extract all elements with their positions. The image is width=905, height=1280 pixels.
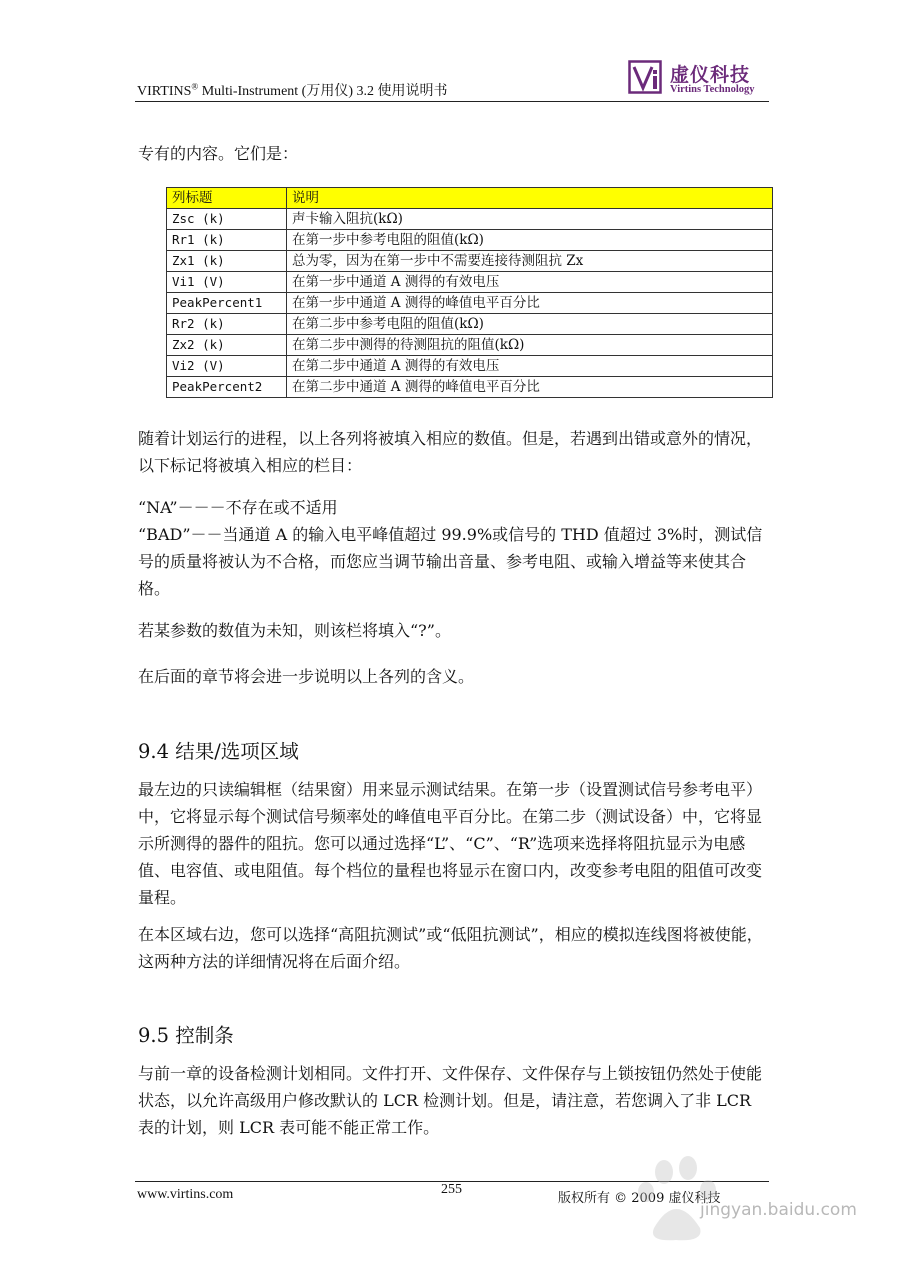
column-table [166, 187, 773, 398]
logo-english-name: Virtins Technology [670, 84, 755, 95]
table-header-cell: 列标题 [167, 188, 287, 209]
table-row [167, 209, 773, 230]
column-name: Zx1 (k) [167, 251, 287, 272]
company-logo [628, 60, 768, 100]
column-desc: 总为零，因为在第一步中不需要连接待测阻抗 Zx [287, 251, 773, 272]
intro-text: 专有的内容。它们是： [138, 144, 299, 163]
column-name: PeakPercent1 [167, 293, 287, 314]
brand-name: VIRTINS [137, 84, 192, 99]
watermark-text: jingyan.baidu.com [700, 1200, 857, 1220]
column-desc: 在第一步中参考电阻的阻值(kΩ) [287, 230, 773, 251]
column-name: Vi2 (V) [167, 356, 287, 377]
table-row [167, 230, 773, 251]
section-9-5-paragraph: 与前一章的设备检测计划相同。文件打开、文件保存、文件保存与上锁按钮仍然处于使能状态，以允许高级用户修改默认的 LCR 检测计划。但是，请注意，若您调入了非 LCR 表的计划，则 LCR 表可能不能正常工作。 [138, 1064, 763, 1137]
table-row [167, 377, 773, 398]
column-name: PeakPercent2 [167, 377, 287, 398]
column-desc: 声卡输入阻抗(kΩ) [287, 209, 773, 230]
column-desc: 在第二步中参考电阻的阻值(kΩ) [287, 314, 773, 335]
column-desc: 在第二步中通道 A 测得的峰值电平百分比 [287, 377, 773, 398]
unknown-definition: 若某参数的数值为未知，则该栏将填入“?”。 [138, 621, 451, 640]
header-title [137, 80, 448, 100]
header-title-rest: Multi-Instrument (万用仪) 3.2 使用说明书 [198, 84, 448, 99]
later-note: 在后面的章节将会进一步说明以上各列的含义。 [138, 667, 475, 686]
column-name: Vi1 (V) [167, 272, 287, 293]
table-row [167, 251, 773, 272]
na-definition: “NA”－－－不存在或不适用 [138, 498, 338, 517]
column-desc: 在第二步中通道 A 测得的有效电压 [287, 356, 773, 377]
footer-url: www.virtins.com [137, 1187, 234, 1202]
section-9-4-paragraph-1: 最左边的只读编辑框（结果窗）用来显示测试结果。在第一步（设置测试信号参考电平）中，它将显示每个测试信号频率处的峰值电平百分比。在第二步（测试设备）中，它将显示所测得的器件的阻抗。您可以通过选择“L”、“C”、“R”选项来选择将阻抗显示为电感值、电容值、或电阻值。每个档位的量程也将显示在窗口内，改变参考电阻的阻值可改变量程。 [138, 780, 763, 907]
column-name: Zsc (k) [167, 209, 287, 230]
section-heading-9-5: 9.5 控制条 [138, 1024, 234, 1047]
table-row [167, 356, 773, 377]
column-name: Rr1 (k) [167, 230, 287, 251]
section-9-4-paragraph-2: 在本区域右边，您可以选择“高阻抗测试”或“低阻抗测试”，相应的模拟连线图将被使能，这两种方法的详细情况将在后面介绍。 [138, 925, 763, 971]
table-row [167, 335, 773, 356]
table-row [167, 293, 773, 314]
paragraph-progress: 随着计划运行的进程，以上各列将被填入相应的数值。但是，若遇到出错或意外的情况，以下标记将被填入相应的栏目： [138, 429, 763, 475]
table-row [167, 272, 773, 293]
page-number: 255 [441, 1182, 462, 1197]
table-header-cell: 说明 [287, 188, 773, 209]
registered-mark: ® [191, 81, 199, 92]
footer-copyright: 版权所有 © 2009 虚仪科技 [558, 1191, 721, 1206]
section-heading-9-4: 9.4 结果/选项区域 [138, 740, 299, 763]
table-header-row [167, 188, 773, 209]
column-desc: 在第二步中测得的待测阻抗的阻值(kΩ) [287, 335, 773, 356]
column-desc: 在第一步中通道 A 测得的峰值电平百分比 [287, 293, 773, 314]
column-name: Zx2 (k) [167, 335, 287, 356]
table-row [167, 314, 773, 335]
logo-mark-icon [628, 60, 662, 94]
bad-definition: “BAD”－－当通道 A 的输入电平峰值超过 99.9%或信号的 THD 值超过 3%时，测试信号的质量将被认为不合格，而您应当调节输出音量、参考电阻、或输入增益等来使其合格。 [138, 525, 763, 598]
header-divider [135, 101, 769, 102]
column-desc: 在第一步中通道 A 测得的有效电压 [287, 272, 773, 293]
logo-chinese-name: 虚仪科技 [670, 64, 751, 86]
column-name: Rr2 (k) [167, 314, 287, 335]
